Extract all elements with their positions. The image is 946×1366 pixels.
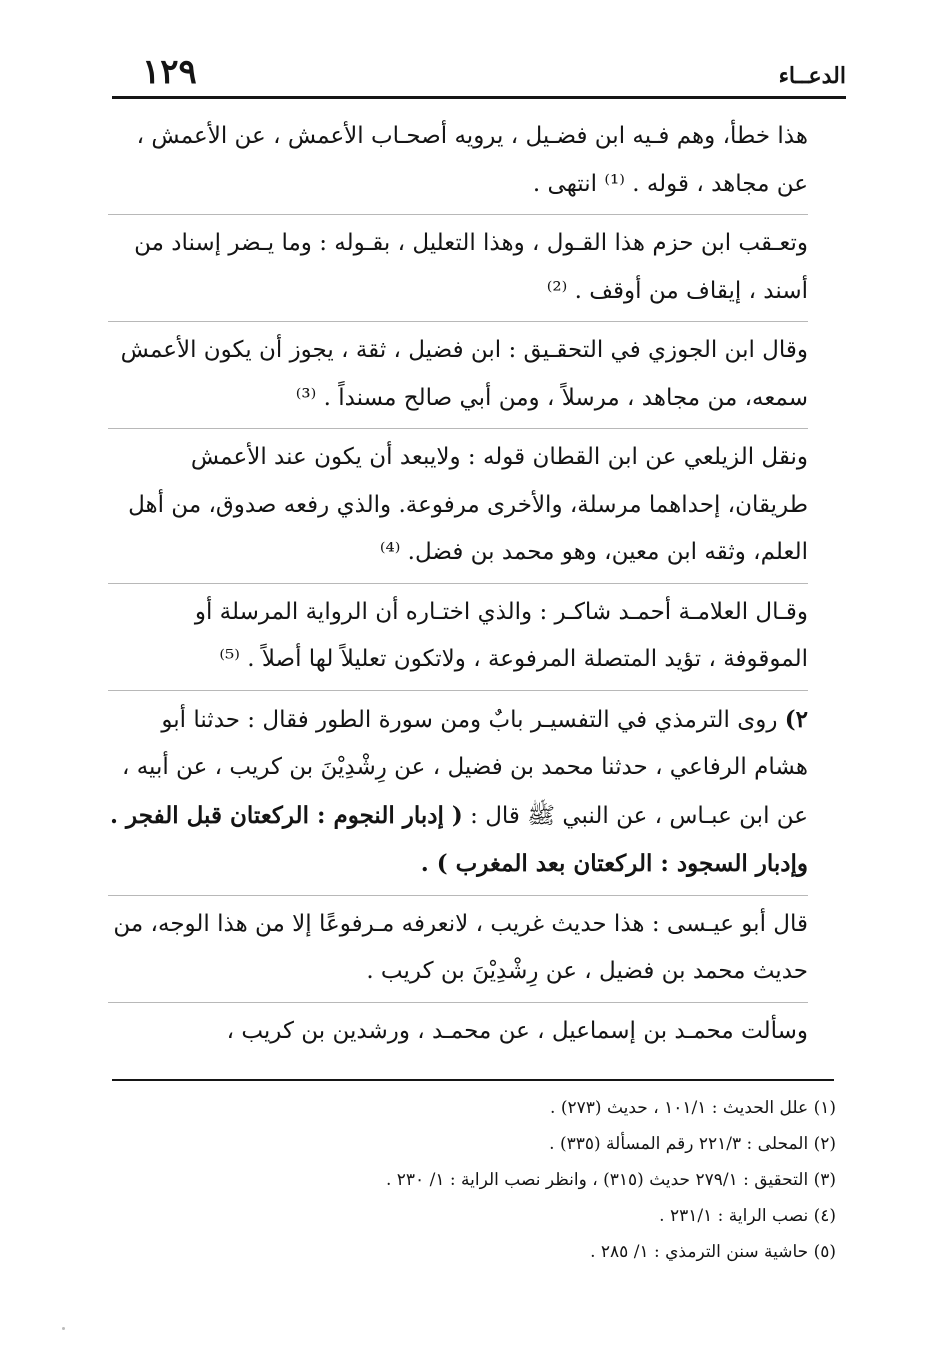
page-number: ١٢٩ — [142, 52, 197, 92]
paragraph: وسألت محمـد بن إسماعيل ، عن محمـد ، ورشدين بن كريب ، — [108, 1002, 808, 1062]
header-rule — [112, 96, 846, 99]
paragraph: وقـال العلامـة أحمـد شاكـر : والذي اختـاره أن الرواية المرسلة أو الموقوفة ، تؤيد المتصلة المرفوعة ، ولاتكون تعليلاً لها أصلاً . ⁽⁵⁾ — [108, 583, 808, 690]
footnote: (١) علل الحديث : ١٠١/١ ، حديث (٢٧٣) . — [550, 1098, 836, 1118]
paragraph: وقال ابن الجوزي في التحقـيق : ابن فضيل ، ثقة ، يجوز أن يكون الأعمش سمعه، من مجاهد ، مرسلاً ، ومن أبي صالح مسنداً . ⁽³⁾ — [108, 321, 808, 428]
footnote: (٤) نصب الراية : ٢٣١/١ . — [659, 1206, 836, 1226]
scan-speck — [62, 1327, 65, 1330]
main-text — [108, 108, 808, 1061]
item-text: روى الترمذي في التفسيـر بابٌ ومن سورة الطور فقال : حدثنا أبو هشام الرفاعي ، حدثنا محمد بن فضيل ، عن رِشْدِيْنَ بن كريب ، عن أبيه ، عن ابن عبـاس ، عن النبي ﷺ قال : — [121, 706, 808, 829]
paragraph: هذا خطأ، وهم فـيه ابن فضـيل ، يرويه أصحـاب الأعمش ، عن الأعمش ، عن مجاهد ، قوله . ⁽¹⁾ انتهى . — [136, 123, 808, 197]
footnote: (٣) التحقيق : ٢٧٩/١ حديث (٣١٥) ، وانظر نصب الراية : ١/ ٢٣٠ . — [385, 1170, 836, 1190]
footnote: (٢) المحلى : ٢٢١/٣ رقم المسألة (٣٣٥) . — [549, 1134, 836, 1154]
paragraph: قال أبو عيـسى : هذا حديث غريب ، لانعرفه مـرفوعًا إلا من هذا الوجه، من حديث محمد بن فضيل ، عن رِشْدِيْنَ بن كريب . — [108, 895, 808, 1002]
item-number: ٢) — [784, 705, 808, 733]
numbered-item — [108, 690, 808, 895]
footnote-rule — [112, 1079, 834, 1081]
footnotes — [112, 1090, 836, 1270]
page-header — [112, 50, 846, 94]
paragraph: ونقل الزيلعي عن ابن القطان قوله : ولايبعد أن يكون عند الأعمش طريقان، إحداهما مرسلة، والأخرى مرفوعة. والذي رفعه صدوق، من أهل العلم، وثقه ابن معين، وهو محمد بن فضل. ⁽⁴⁾ — [108, 428, 808, 583]
quoted-hadith: ( إدبار النجوم : الركعتان قبل الفجر . وإدبار السجود : الركعتان بعد المغرب ) . — [110, 801, 808, 877]
paragraph: وتعـقب ابن حزم هذا القـول ، وهذا التعليل ، بقـوله : وما يـضر إسناد من أسند ، إيقاف من أوقف . ⁽²⁾ — [108, 214, 808, 321]
running-head: الدعــاء — [778, 63, 846, 89]
footnote: (٥) حاشية سنن الترمذي : ١/ ٢٨٥ . — [590, 1242, 836, 1262]
